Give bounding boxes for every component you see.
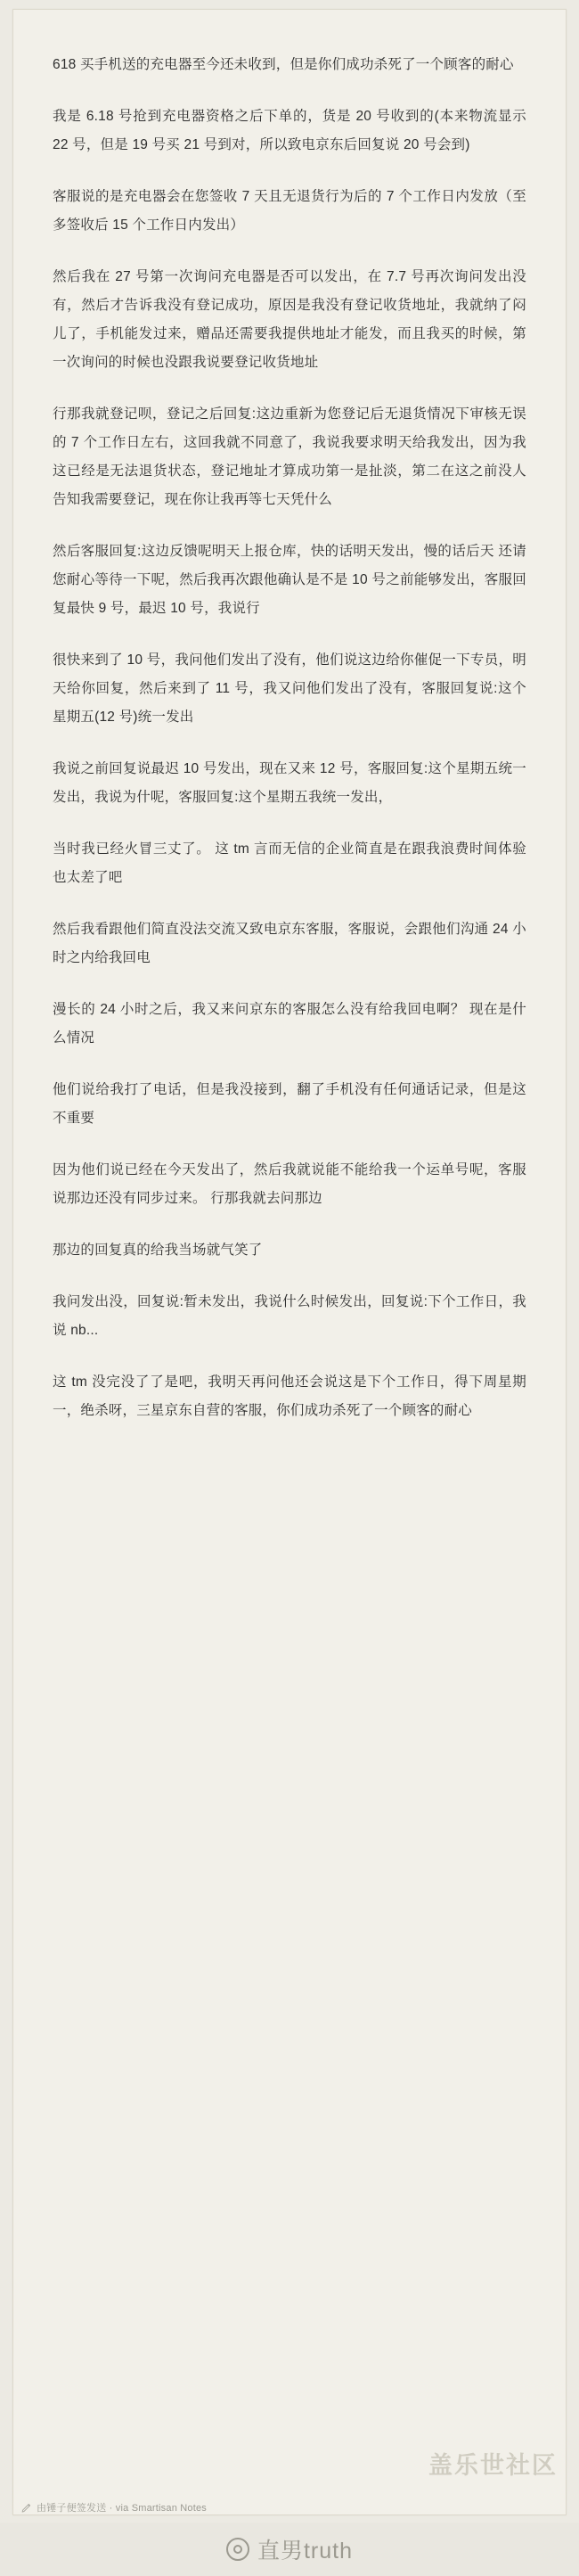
note-footer xyxy=(12,2496,567,2519)
note-source-label: 由锤子便签发送 · via Smartisan Notes xyxy=(37,2503,208,2514)
note-paragraph: 那边的回复真的给我当场就气笑了 xyxy=(53,1243,263,1258)
note-paragraph: 很快来到了 10 号，我问他们发出了没有，他们说这边给你催促一下专员，明天给你回复，然后来到了 11 号，我又问他们发出了没有，客服回复说:这个星期五(12 号)统一发出 xyxy=(53,652,526,725)
note-paragraph: 我说之前回复说最迟 10 号发出，现在又来 12 号，客服回复:这个星期五统一发出，我说为什呢，客服回复:这个星期五我统一发出， xyxy=(53,761,526,805)
note-paragraph: 然后客服回复:这边反馈呢明天上报仓库，快的话明天发出，慢的话后天 还请您耐心等待一下呢，然后我再次跟他确认是不是 10 号之前能够发出，客服回复最快 9 号，最迟 10 号，我说行 xyxy=(53,544,526,616)
bottom-watermark-bar xyxy=(0,2523,579,2576)
note-paragraph: 然后我看跟他们简直没法交流又致电京东客服，客服说，会跟他们沟通 24 小时之内给我回电 xyxy=(53,922,526,965)
note-paragraph: 我是 6.18 号抢到充电器资格之后下单的，货是 20 号收到的(本来物流显示 22 号，但是 19 号买 21 号到对，所以致电京东后回复说 20 号会到) xyxy=(53,109,526,152)
note-paragraph: 这 tm 没完没了了是吧，我明天再问他还会说这是下个工作日，得下周星期一，绝杀呀，三星京东自营的客服，你们成功杀死了一个顾客的耐心 xyxy=(53,1374,526,1418)
note-paragraph: 客服说的是充电器会在您签收 7 天且无退货行为后的 7 个工作日内发放（至多签收后 15 个工作日内发出） xyxy=(53,189,526,233)
note-paragraph: 当时我已经火冒三丈了。 这 tm 言而无信的企业简直是在跟我浪费时间体验也太差了吧 xyxy=(53,841,526,885)
watermark-community: 盖乐世社区 xyxy=(428,2452,558,2479)
note-paragraph: 618 买手机送的充电器至今还未收到，但是你们成功杀死了一个顾客的耐心 xyxy=(53,57,514,72)
note-card xyxy=(12,9,567,2515)
note-paragraph: 然后我在 27 号第一次询问充电器是否可以发出，在 7.7 号再次询问发出没有，然后才告诉我没有登记成功，原因是我没有登记收货地址，我就纳了闷儿了，手机能发过来，赠品还需要我提供地址才能发，而且我买的时候，第一次询问的时候也没跟我说要登记收货地址 xyxy=(53,269,526,370)
note-paragraph: 漫长的 24 小时之后，我又来问京东的客服怎么没有给我回电啊？ 现在是什么情况 xyxy=(53,1002,526,1046)
note-body xyxy=(13,10,566,1461)
pen-icon xyxy=(21,2502,32,2513)
watermark-user-label: 直男truth xyxy=(257,2539,354,2564)
note-paragraph: 他们说给我打了电话，但是我没接到，翻了手机没有任何通话记录，但是这不重要 xyxy=(53,1082,526,1126)
note-paragraph: 行那我就登记呗，登记之后回复:这边重新为您登记后无退货情况下审核无误的 7 个工作日左右，这回我就不同意了，我说我要求明天给我发出，因为我这已经是无法退货状态，登记地址才算成功第一是扯淡，第二在这之前没人告知我需要登记，现在你让我再等七天凭什么 xyxy=(53,406,526,507)
circle-avatar-icon xyxy=(226,2538,249,2561)
watermark-user xyxy=(226,2533,353,2565)
note-paragraph: 因为他们说已经在今天发出了，然后我就说能不能给我一个运单号呢，客服说那边还没有同步过来。 行那我就去问那边 xyxy=(53,1162,526,1206)
note-paragraph: 我问发出没，回复说:暂未发出，我说什么时候发出，回复说:下个工作日，我说 nb... xyxy=(53,1294,526,1338)
